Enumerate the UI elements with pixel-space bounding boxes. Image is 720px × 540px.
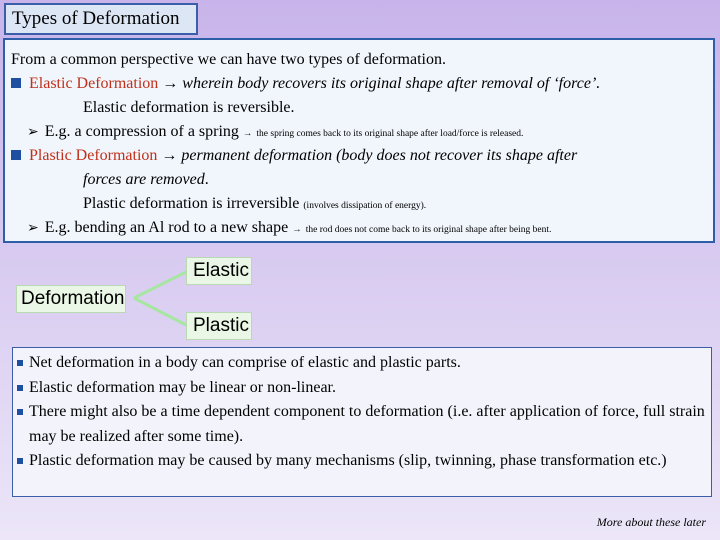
square-bullet-icon [11,78,21,88]
list-item-text: Elastic deformation may be linear or non-linear. [29,378,336,396]
arrowhead-bullet-icon: ➢ [27,125,39,140]
plastic-description-end: . [204,171,209,188]
diagram-deformation-node: Deformation [16,285,126,313]
plastic-item [11,144,707,168]
right-arrow-icon: → [292,225,302,235]
list-item [17,376,707,401]
elastic-description: wherein body recovers its original shape after removal of ‘force’. [182,75,601,92]
elastic-item [11,72,707,96]
plastic-description: permanent deformation (body does not recover its shape after [181,147,578,164]
elastic-heading: Elastic Deformation [29,75,159,92]
elastic-example-text: E.g. a compression of a spring [44,123,239,140]
list-item-text: Net deformation in a body can comprise of elastic and plastic parts. [29,354,461,371]
arrowhead-bullet-icon: ➢ [27,221,39,236]
plastic-example [11,216,707,240]
elastic-example [11,120,707,144]
square-bullet-icon [17,409,23,415]
list-item-text: There might also be a time dependent component to deformation (i.e. after application of force, full strain may be realized after some time). [29,403,705,445]
plastic-example-text: E.g. bending an Al rod to a new shape [44,219,289,236]
right-arrow-icon: → [242,129,253,139]
list-item-text: Plastic deformation may be caused by many mechanisms (slip, twinning, phase transformation etc.) [29,452,667,469]
types-panel [3,38,715,243]
plastic-irreversible [11,192,707,216]
list-item [17,400,707,449]
diagram-plastic-node: Plastic [186,312,252,340]
plastic-irreversible-note: (involves dissipation of energy). [303,201,427,211]
list-item [17,351,707,376]
right-arrow-icon: → [161,147,178,164]
plastic-heading: Plastic Deformation [29,147,158,164]
square-bullet-icon [17,458,23,464]
diagram-elastic-node: Elastic [186,257,252,285]
plastic-description-2: forces are removed [83,171,205,188]
elastic-reversible: Elastic deformation is reversible. [83,99,295,116]
intro-line: From a common perspective we can have two types of deformation. [11,51,446,68]
elastic-example-note: the spring comes back to its original shape after load/force is released. [256,129,524,139]
plastic-example-note: the rod does not come back to its original shape after being bent. [305,225,552,235]
notes-panel [12,347,712,497]
square-bullet-icon [17,385,23,391]
square-bullet-icon [11,150,21,160]
list-item [17,449,707,474]
footer-note: More about these later [596,515,706,529]
plastic-description-cont [11,168,707,192]
plastic-irreversible-text: Plastic deformation is irreversible [83,195,300,212]
square-bullet-icon [17,360,23,366]
slide-title: Types of Deformation [4,3,198,35]
right-arrow-icon: → [162,75,179,92]
